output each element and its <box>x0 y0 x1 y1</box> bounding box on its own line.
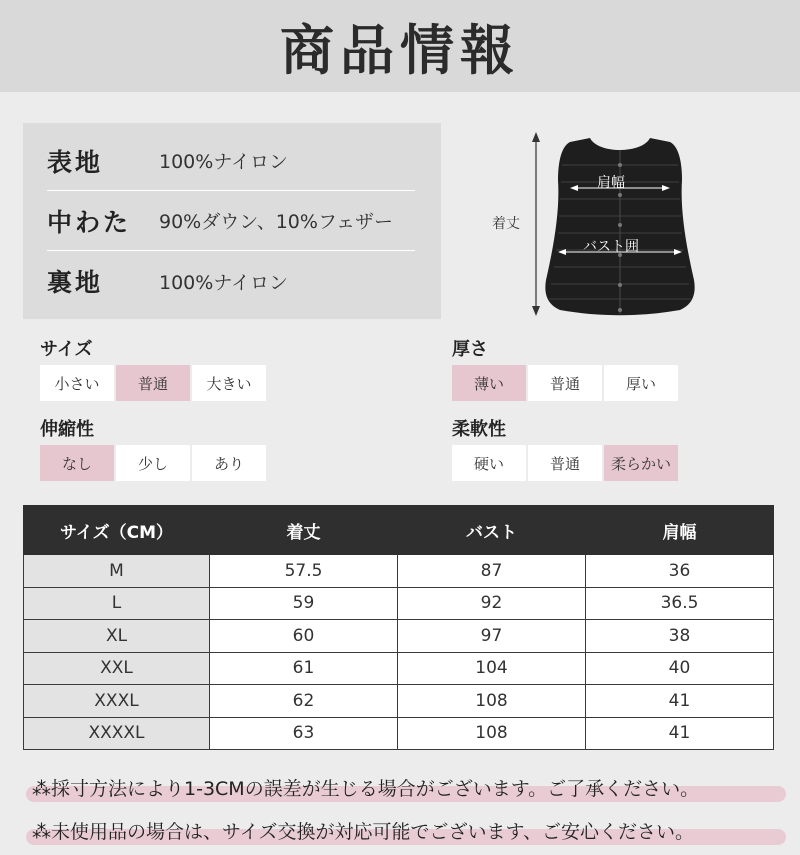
note-exchange <box>26 811 786 849</box>
size-cell: M <box>24 555 210 588</box>
material-row-lining <box>47 251 415 311</box>
attribute-size <box>40 335 266 401</box>
material-value: 90%ダウン、10%フェザー <box>159 211 393 233</box>
table-cell: 108 <box>398 717 586 750</box>
note-text: ⁂採寸方法により1-3CMの誤差が生じる場合がございます。ご了承ください。 <box>32 777 700 800</box>
option-slight: 少し <box>116 445 190 481</box>
table-cell: 97 <box>398 620 586 653</box>
material-value: 100%ナイロン <box>159 271 288 294</box>
vest-diagram <box>470 120 770 330</box>
material-value: 100%ナイロン <box>159 151 288 173</box>
attribute-softness <box>452 415 678 481</box>
bust-label: バスト囲 <box>583 239 639 255</box>
column-header: 着丈 <box>210 506 398 555</box>
option-normal-selected: 普通 <box>116 365 190 401</box>
attribute-title: 伸縮性 <box>40 419 94 440</box>
table-cell: 36.5 <box>586 587 774 620</box>
option-small: 小さい <box>40 365 114 401</box>
size-cell: XXXXL <box>24 717 210 750</box>
table-row <box>24 620 774 653</box>
option-soft-selected: 柔らかい <box>604 445 678 481</box>
size-cell: L <box>24 587 210 620</box>
attribute-thickness <box>452 335 678 401</box>
attribute-stretch <box>40 415 266 481</box>
option-thick: 厚い <box>604 365 678 401</box>
table-header-row <box>24 506 774 555</box>
table-cell: 63 <box>210 717 398 750</box>
material-label: 表地 <box>47 147 104 177</box>
attribute-options <box>40 365 266 401</box>
size-cell: XL <box>24 620 210 653</box>
size-cell: XXL <box>24 652 210 685</box>
table-cell: 57.5 <box>210 555 398 588</box>
option-normal: 普通 <box>528 445 602 481</box>
page-header <box>0 0 800 92</box>
table-cell: 41 <box>586 717 774 750</box>
table-cell: 92 <box>398 587 586 620</box>
attribute-options <box>40 445 266 481</box>
material-label: 中わた <box>47 207 132 237</box>
table-cell: 62 <box>210 685 398 718</box>
column-header: サイズ（CM） <box>24 506 210 555</box>
column-header: 肩幅 <box>586 506 774 555</box>
table-row <box>24 685 774 718</box>
table-cell: 38 <box>586 620 774 653</box>
table-cell: 59 <box>210 587 398 620</box>
table-cell: 61 <box>210 652 398 685</box>
length-arrow-head-top <box>532 132 540 142</box>
table-row <box>24 652 774 685</box>
note-measurement <box>26 768 786 806</box>
table-cell: 104 <box>398 652 586 685</box>
page-title: 商品情報 <box>280 18 520 82</box>
table-cell: 60 <box>210 620 398 653</box>
size-cell: XXXL <box>24 685 210 718</box>
table-cell: 87 <box>398 555 586 588</box>
option-hard: 硬い <box>452 445 526 481</box>
table-cell: 41 <box>586 685 774 718</box>
table-row <box>24 587 774 620</box>
material-label: 裏地 <box>47 268 104 297</box>
length-arrow-head-bottom <box>532 306 540 316</box>
attribute-title: サイズ <box>40 339 93 360</box>
option-normal: 普通 <box>528 365 602 401</box>
table-cell: 40 <box>586 652 774 685</box>
table-row <box>24 555 774 588</box>
option-yes: あり <box>192 445 266 481</box>
material-row-outer <box>47 131 415 191</box>
attribute-options <box>452 445 678 481</box>
note-text: ⁂未使用品の場合は、サイズ交換が対応可能でございます、ご安心ください。 <box>32 820 694 843</box>
option-thin-selected: 薄い <box>452 365 526 401</box>
length-label: 着丈 <box>492 216 520 232</box>
option-none-selected: なし <box>40 445 114 481</box>
size-table <box>23 505 774 750</box>
option-large: 大きい <box>192 365 266 401</box>
notes <box>26 768 786 854</box>
column-header: バスト <box>398 506 586 555</box>
material-panel <box>23 123 441 319</box>
shoulder-label: 肩幅 <box>597 175 625 191</box>
table-row <box>24 717 774 750</box>
attribute-options <box>452 365 678 401</box>
table-cell: 36 <box>586 555 774 588</box>
table-cell: 108 <box>398 685 586 718</box>
attribute-title: 厚さ <box>452 339 488 360</box>
material-row-filling <box>47 191 415 251</box>
attribute-title: 柔軟性 <box>452 419 506 440</box>
